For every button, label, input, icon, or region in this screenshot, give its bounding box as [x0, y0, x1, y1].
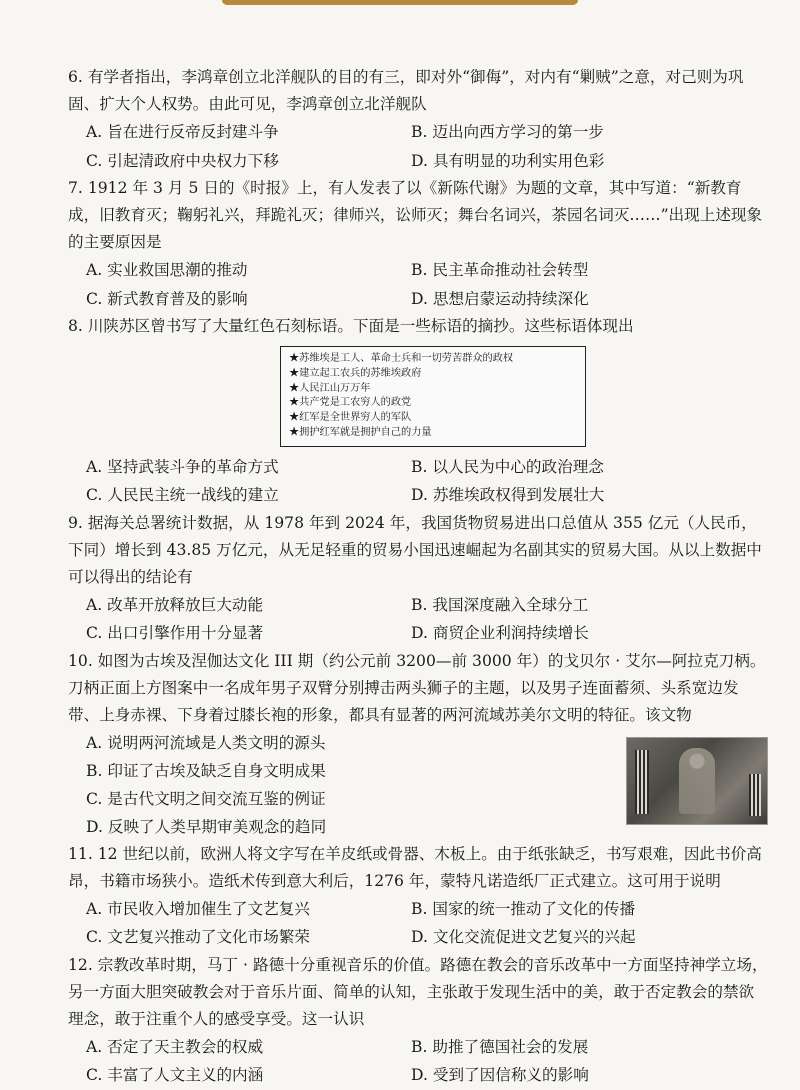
- option-a[interactable]: A. 说明两河流域是人类文明的源头: [86, 733, 326, 752]
- option-b[interactable]: B. 国家的统一推动了文化的传播: [411, 899, 636, 918]
- options: [86, 591, 768, 648]
- option-b[interactable]: B. 印证了古埃及缺乏自身文明成果: [86, 761, 326, 780]
- option-b[interactable]: B. 民主革命推动社会转型: [411, 261, 589, 279]
- option-c[interactable]: C. 出口引擎作用十分显著: [86, 624, 264, 643]
- option-b[interactable]: B. 以人民为中心的政治理念: [411, 457, 604, 476]
- question-stem: 10. 如图为古埃及涅伽达文化 III 期（约公元前 3200—前 3000 年）的戈贝尔 · 艾尔—阿拉克刀柄。刀柄正面上方图案中一名成年男子双臂分别搏击两头狮子的主题，以及男子连面蓄须、头系宽边发带、上身赤裸、下身着过膝长袍的形象，都具有显著的两河流域苏美尔文明的特征。该文物: [68, 651, 766, 724]
- option-c[interactable]: C. 是古代文明之间交流互鉴的例证: [86, 789, 326, 808]
- option-d[interactable]: D. 受到了因信称义的影响: [411, 1066, 589, 1085]
- question-stem: 12. 宗教改革时期，马丁 · 路德十分重视音乐的价值。路德在教会的音乐改革中一方面坚持神学立场，另一方面大胆突破教会对于音乐片面、简单的认知，主张敢于发现生活中的美，敢于否定教会的禁欲理念，敢于注重个人的感受享受。这一认识: [68, 955, 768, 1028]
- slogan-line: ★苏维埃是工人、革命士兵和一切劳苦群众的政权: [289, 353, 514, 364]
- slogan-box: [280, 346, 586, 447]
- slogan-line: ★拥护红军就是拥护自己的力量: [289, 426, 432, 438]
- options-with-photo: [68, 729, 768, 841]
- handle-edge-right: [749, 774, 761, 816]
- option-b[interactable]: B. 迈出向西方学习的第一步: [411, 123, 604, 141]
- handle-edge-left: [635, 750, 649, 814]
- top-decoration-bar: [222, 0, 578, 5]
- option-c[interactable]: C. 新式教育普及的影响: [86, 289, 248, 308]
- question-9: [68, 510, 768, 648]
- question-stem: 11. 12 世纪以前，欧洲人将文字写在羊皮纸或骨器、木板上。由于纸张缺乏，书写艰难，因此书价高昂，书籍市场狭小。造纸术传到意大利后，1276 年，蒙特凡诺造纸厂正式建立。这可用于说明: [68, 844, 762, 890]
- option-a[interactable]: A. 实业救国思潮的推动: [86, 261, 248, 279]
- option-d[interactable]: D. 商贸企业利润持续增长: [411, 624, 589, 643]
- option-a[interactable]: A. 旨在进行反帝反封建斗争: [86, 123, 279, 141]
- options: [86, 729, 604, 841]
- slogan-line: ★建立起工农兵的苏维埃政府: [289, 367, 422, 379]
- option-d[interactable]: D. 反映了人类早期审美观念的趋同: [86, 817, 327, 836]
- option-c[interactable]: C. 引起清政府中央权力下移: [86, 151, 279, 170]
- question-6: [68, 64, 768, 175]
- question-12: [68, 952, 768, 1090]
- question-10: [68, 648, 768, 841]
- option-c[interactable]: C. 人民民主统一战线的建立: [86, 486, 279, 505]
- question-stem: 8. 川陕苏区曾书写了大量红色石刻标语。下面是一些标语的摘抄。这些标语体现出: [68, 317, 634, 335]
- question-7: [68, 175, 768, 313]
- slogan-line: ★人民江山万万年: [289, 382, 371, 394]
- slogan-line: ★红军是全世界穷人的军队: [289, 412, 412, 424]
- options: [86, 118, 768, 175]
- options: [86, 1033, 768, 1090]
- question-stem: 6. 有学者指出，李鸿章创立北洋舰队的目的有三，即对外“御侮”，对内有“剿贼”之意，对己则为巩固、扩大个人权势。由此可见，李鸿章创立北洋舰队: [68, 68, 744, 113]
- option-d[interactable]: D. 具有明显的功利实用色彩: [411, 151, 605, 170]
- question-stem: 9. 据海关总署统计数据，从 1978 年到 2024 年，我国货物贸易进出口总值从 355 亿元（人民币，下同）增长到 43.85 万亿元，从无足轻重的贸易小国迅速崛起为名副其实的贸易大国。从以上数据中可以得出的结论有: [68, 513, 762, 586]
- options: [86, 453, 768, 510]
- option-c[interactable]: C. 文艺复兴推动了文化市场繁荣: [86, 928, 311, 947]
- options: [86, 256, 768, 313]
- option-a[interactable]: A. 改革开放释放巨大动能: [86, 595, 264, 614]
- options: [86, 895, 768, 952]
- carved-figure: [679, 748, 715, 814]
- knife-handle-photo: [626, 737, 768, 825]
- option-a[interactable]: A. 否定了天主教会的权威: [86, 1037, 264, 1056]
- exam-page: [68, 64, 768, 1090]
- option-a[interactable]: A. 市民收入增加催生了文艺复兴: [86, 899, 310, 918]
- slogan-line: ★共产党是工农穷人的政党: [289, 397, 412, 409]
- option-c[interactable]: C. 丰富了人文主义的内涵: [86, 1066, 264, 1085]
- question-8: [68, 313, 768, 510]
- option-d[interactable]: D. 苏维埃政权得到发展壮大: [411, 486, 605, 505]
- option-a[interactable]: A. 坚持武装斗争的革命方式: [86, 457, 279, 476]
- question-stem: 7. 1912 年 3 月 5 日的《时报》上，有人发表了以《新陈代谢》为题的文章，其中写道：“新教育成，旧教育灭；鞠躬礼兴，拜跪礼灭；律师兴，讼师灭；舞台名词兴，茶园名词灭……”出现上述现象的主要原因是: [68, 179, 763, 251]
- question-11: [68, 841, 768, 952]
- option-d[interactable]: D. 文化交流促进文艺复兴的兴起: [411, 928, 636, 947]
- option-b[interactable]: B. 助推了德国社会的发展: [411, 1037, 589, 1056]
- option-b[interactable]: B. 我国深度融入全球分工: [411, 595, 589, 614]
- option-d[interactable]: D. 思想启蒙运动持续深化: [411, 289, 589, 308]
